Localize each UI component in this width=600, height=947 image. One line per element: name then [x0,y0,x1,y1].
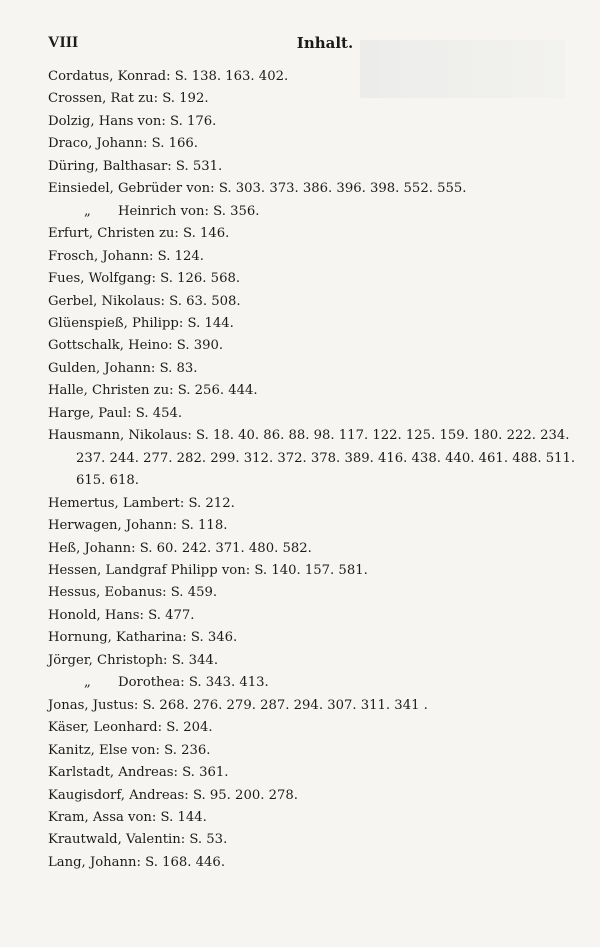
running-title: Inhalt. [296,34,354,52]
index-entry-continuation: 615. 618. [76,473,139,489]
index-entry: Crossen, Rat zu: S. 192. [48,91,209,107]
ditto-mark: „ [84,203,91,219]
subentry-text: Dorothea: S. 343. 413. [118,675,269,691]
index-entry: Karlstadt, Andreas: S. 361. [48,765,229,781]
index-entry: Frosch, Johann: S. 124. [48,248,204,264]
index-entry: Heß, Johann: S. 60. 242. 371. 480. 582. [48,540,312,556]
index-entry: Krautwald, Valentin: S. 53. [48,832,228,848]
index-entry: Hessus, Eobanus: S. 459. [48,585,218,601]
ditto-mark: „ [84,675,91,691]
index-entry: Jonas, Justus: S. 268. 276. 279. 287. 294. 307. 311. 341 . [48,697,428,713]
index-entry: Dolzig, Hans von: S. 176. [48,113,217,129]
index-entry: Draco, Johann: S. 166. [48,136,198,152]
index-subentry [48,672,568,694]
index-entry: Käser, Leonhard: S. 204. [48,720,213,736]
index-entry: Hessen, Landgraf Philipp von: S. 140. 157. 581. [48,562,368,578]
index-entry: Gerbel, Nikolaus: S. 63. 508. [48,293,241,309]
index-entry: Honold, Hans: S. 477. [48,607,195,623]
page-number: VIII [48,34,79,51]
index-entry: Halle, Christen zu: S. 256. 444. [48,383,258,399]
index-entry: Cordatus, Konrad: S. 138. 163. 402. [48,69,289,84]
index-entry: Herwagen, Johann: S. 118. [48,518,228,534]
index-entry: Hemertus, Lambert: S. 212. [48,495,235,511]
index-entry: Jörger, Christoph: S. 344. [48,652,219,668]
index-entry: Kaugisdorf, Andreas: S. 95. 200. 278. [48,787,298,803]
subentry-text: Heinrich von: S. 356. [118,203,260,219]
index-entry: Gottschalk, Heino: S. 390. [48,338,224,354]
index-entry: Gulden, Johann: S. 83. [48,360,198,376]
index-subentry [48,201,568,223]
index-entry: Düring, Balthasar: S. 531. [48,158,223,174]
index-entry: Einsiedel, Gebrüder von: S. 303. 373. 386. 396. 398. 552. 555. [48,181,467,197]
index-entry: Glüenspieß, Philipp: S. 144. [48,315,234,331]
index-entry: Hornung, Katharina: S. 346. [48,630,238,646]
index-entry: Erfurt, Christen zu: S. 146. [48,226,230,242]
index-entry-continuation: 237. 244. 277. 282. 299. 312. 372. 378. 389. 416. 438. 440. 461. 488. 511. [76,450,576,466]
name-index [48,66,576,874]
index-entry: Fues, Wolfgang: S. 126. 568. [48,271,241,287]
page-header [48,34,562,58]
index-entry: Kanitz, Else von: S. 236. [48,742,211,758]
index-entry: Lang, Johann: S. 168. 446. [48,854,226,870]
index-entry: Kram, Assa von: S. 144. [48,809,207,825]
index-entry: Hausmann, Nikolaus: S. 18. 40. 86. 88. 98. 117. 122. 125. 159. 180. 222. 234. [48,428,570,444]
index-entry: Harge, Paul: S. 454. [48,405,183,421]
